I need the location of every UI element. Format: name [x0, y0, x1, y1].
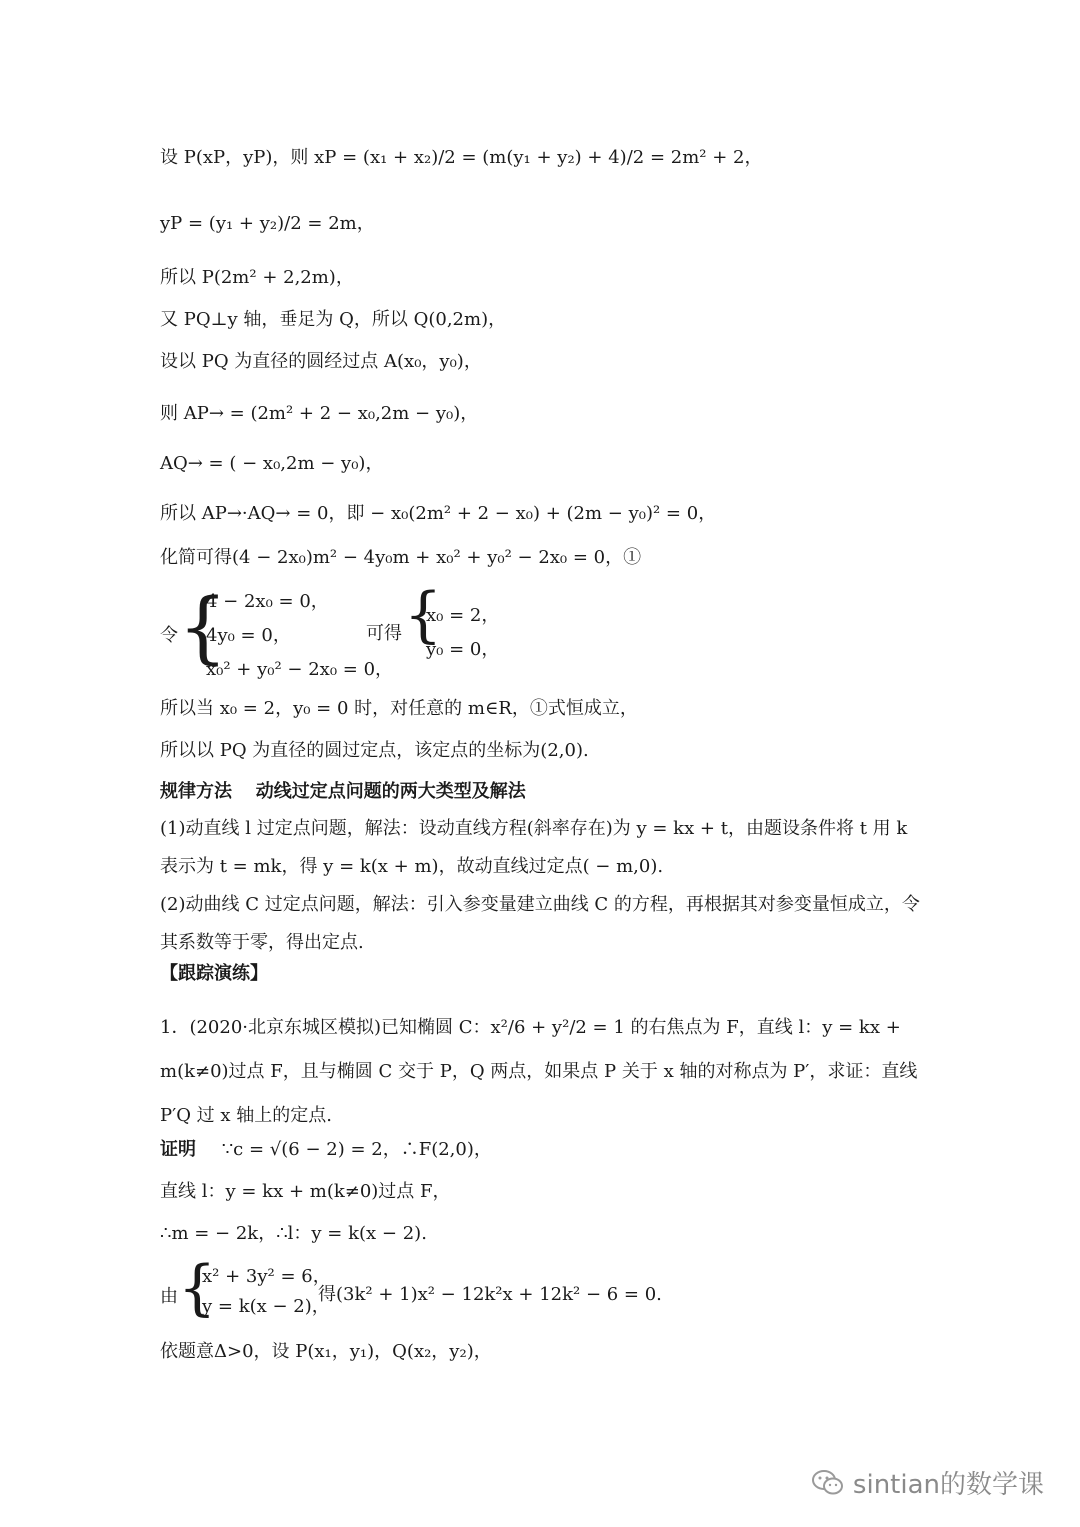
equation-system-1 [160, 580, 660, 685]
left-brace: { [404, 580, 443, 650]
left-brace: { [178, 583, 228, 673]
system-row: 4y₀ = 0， [206, 625, 291, 646]
proof-line-3: ∴m = − 2k，∴l：y = k(x − 2). [160, 1223, 427, 1244]
practice-question-1: 1．(2020·北京东城区模拟)已知椭圆 C：x²/6 + y²/2 = 1 的右焦点为 F，直线 l：y = kx + m(k≠0)过点 F，且与椭圆 C 交于 P，Q 两点，如果点 P 关于 x 轴的对称点为 P′，求证：直线 P′Q 过 x 轴上的定点. [160, 1017, 918, 1126]
system-row: x² + 3y² = 6， [202, 1266, 331, 1287]
proof-label: 证明 [160, 1139, 196, 1160]
left-brace: { [178, 1253, 217, 1323]
practice-title: 【跟踪演练】 [160, 963, 268, 984]
method-title: 规律方法 [160, 781, 232, 802]
line-conclusion: 所以当 x₀ = 2，y₀ = 0 时，对任意的 m∈R，①式恒成立， [160, 698, 638, 719]
method-paragraph-1: (1)动直线 l 过定点问题，解法：设动直线方程(斜率存在)为 y = kx + t，由题设条件将 t 用 k 表示为 t = mk，得 y = k(x + m)，故动直线过定点( − m,0). [160, 818, 908, 877]
equation-system-2 [160, 1253, 760, 1328]
line-yp: yP = (y₁ + y₂)/2 = 2m， [160, 213, 375, 234]
line-circle: 设以 PQ 为直径的圆经过点 A(x₀，y₀)， [160, 351, 482, 372]
line-q: 又 PQ⊥y 轴，垂足为 Q，所以 Q(0,2m)， [160, 309, 507, 330]
system-row: x₀² + y₀² − 2x₀ = 0， [206, 659, 394, 680]
proof-line-1 [160, 1138, 492, 1162]
line-xp: 设 P(xP，yP)，则 xP = (x₁ + x₂)/2 = (m(y₁ + y₂) + 4)/2 = 2m² + 2， [160, 147, 763, 168]
method-heading [160, 780, 526, 804]
watermark-text: sintian的数学课 [852, 1470, 1044, 1500]
system-result-row: y₀ = 0， [426, 639, 500, 660]
watermark [811, 1464, 1044, 1501]
proof-text: ∵c = √(6 − 2) = 2，∴F(2,0)， [221, 1139, 492, 1160]
line-simplify: 化简可得(4 − 2x₀)m² − 4y₀m + x₀² + y₀² − 2x₀ = 0，① [160, 547, 642, 568]
system-prefix: 令 [160, 625, 178, 646]
system-mid: 可得 [366, 623, 402, 644]
system-prefix: 由 [160, 1286, 178, 1307]
line-fixed-point: 所以以 PQ 为直径的圆过定点，该定点的坐标为(2,0). [160, 740, 589, 761]
system-result: 得(3k² + 1)x² − 12k²x + 12k² − 6 = 0. [318, 1284, 662, 1305]
system-row: y = k(x − 2)， [202, 1296, 330, 1317]
wechat-icon [811, 1468, 845, 1498]
line-ap: 则 AP→ = (2m² + 2 − x₀,2m − y₀)， [160, 403, 479, 424]
line-aq: AQ→ = ( − x₀,2m − y₀)， [160, 453, 384, 474]
method-paragraph-2: (2)动曲线 C 过定点问题，解法：引入参变量建立曲线 C 的方程，再根据其对参变量恒成立，令其系数等于零，得出定点. [160, 894, 920, 953]
line-p: 所以 P(2m² + 2,2m)， [160, 267, 354, 288]
line-dot: 所以 AP→·AQ→ = 0，即 − x₀(2m² + 2 − x₀) + (2m − y₀)² = 0， [160, 503, 717, 524]
proof-line-2: 直线 l：y = kx + m(k≠0)过点 F， [160, 1181, 451, 1202]
system-result-row: x₀ = 2， [426, 605, 500, 626]
proof-line-4: 依题意Δ>0，设 P(x₁，y₁)，Q(x₂，y₂)， [160, 1341, 492, 1362]
method-subtitle: 动线过定点问题的两大类型及解法 [255, 781, 526, 802]
system-row: 4 − 2x₀ = 0， [206, 591, 329, 612]
